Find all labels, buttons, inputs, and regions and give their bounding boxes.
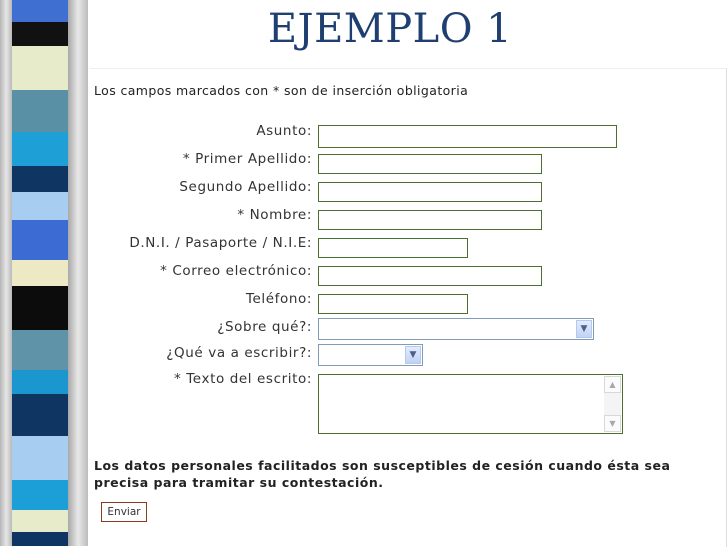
correo-input[interactable] — [318, 266, 542, 286]
nombre-input[interactable] — [318, 210, 542, 230]
stripe-gray-shadow — [68, 0, 88, 546]
segundo-apellido-input[interactable] — [318, 182, 542, 202]
primer-apellido-input[interactable] — [318, 154, 542, 174]
sobre-que-label: ¿Sobre qué?: — [217, 319, 312, 335]
telefono-input[interactable] — [318, 294, 468, 314]
arrow-up-icon[interactable]: ▲ — [604, 376, 621, 393]
textarea-scrollbar[interactable] — [604, 376, 621, 432]
required-fields-note: Los campos marcados con * son de inserción obligatoria — [94, 83, 469, 98]
que-escribir-select[interactable] — [318, 344, 423, 366]
chevron-down-icon[interactable]: ▼ — [576, 320, 592, 338]
texto-label: * Texto del escrito: — [174, 371, 312, 387]
privacy-disclaimer: Los datos personales facilitados son susceptibles de cesión cuando ésta sea precisa para tramitar su contestación. — [94, 458, 671, 490]
nombre-label: * Nombre: — [237, 207, 312, 223]
arrow-down-icon[interactable]: ▼ — [604, 415, 621, 432]
telefono-label: Teléfono: — [245, 291, 312, 307]
texto-textarea[interactable] — [318, 374, 623, 434]
submit-button[interactable]: Enviar — [101, 502, 147, 522]
asunto-label: Asunto: — [256, 123, 312, 139]
correo-label: * Correo electrónico: — [160, 263, 312, 279]
decorative-side-stripe — [0, 0, 88, 546]
primer-apellido-label: * Primer Apellido: — [182, 151, 312, 167]
que-escribir-label: ¿Qué va a escribir?: — [166, 345, 312, 361]
dni-input[interactable] — [318, 238, 468, 258]
stripe-color-blocks — [12, 0, 70, 546]
page-title: EJEMPLO 1 — [267, 6, 513, 52]
sobre-que-select[interactable] — [318, 318, 594, 340]
segundo-apellido-label: Segundo Apellido: — [179, 179, 312, 195]
chevron-down-icon[interactable]: ▼ — [405, 346, 421, 364]
dni-label: D.N.I. / Pasaporte / N.I.E: — [129, 235, 312, 251]
asunto-input[interactable] — [318, 125, 617, 148]
